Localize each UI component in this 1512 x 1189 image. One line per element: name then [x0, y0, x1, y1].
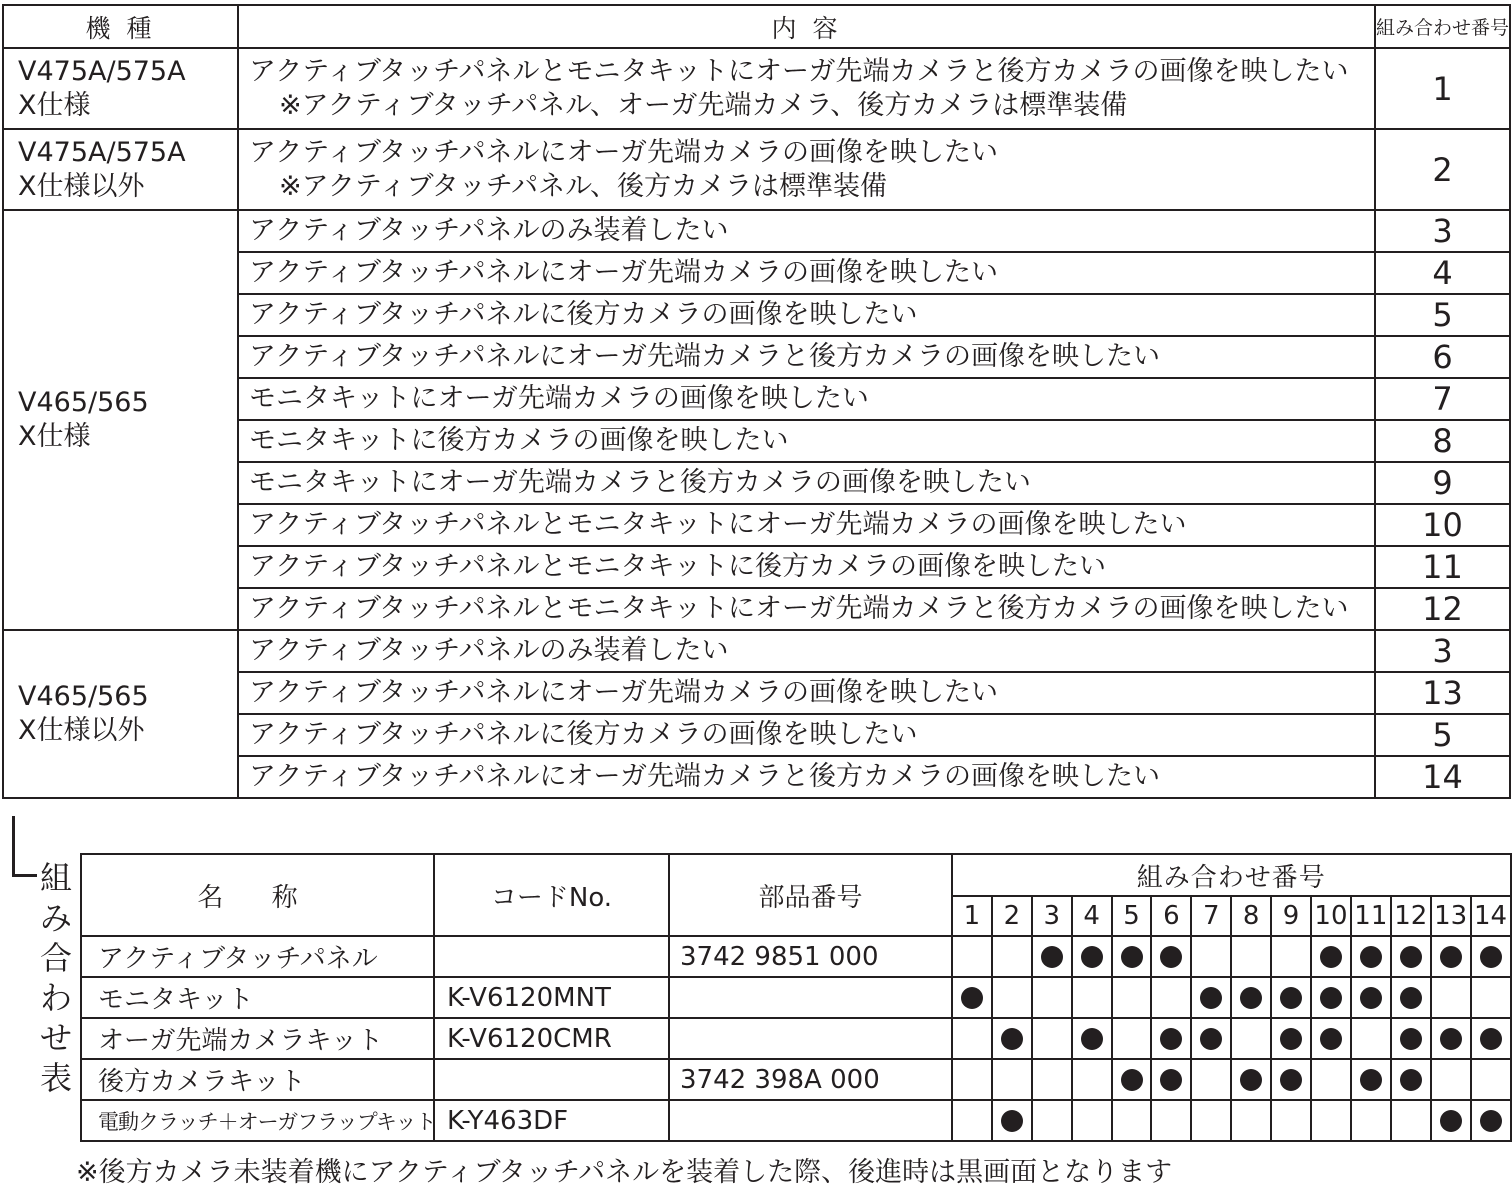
config-row [3, 630, 1510, 672]
filled-dot-icon [1041, 946, 1063, 968]
combo-cell [1271, 1100, 1311, 1141]
combo-cell [1391, 977, 1431, 1018]
config-row [3, 48, 1510, 129]
item-part-number [669, 1018, 952, 1059]
combo-cell [1112, 1100, 1152, 1141]
content-cell [238, 48, 1375, 129]
filled-dot-icon [1440, 1110, 1462, 1132]
content-cell [238, 588, 1375, 630]
combination-table-body [81, 936, 1511, 1141]
combo-number-cell: 5 [1375, 294, 1510, 336]
filled-dot-icon [1160, 946, 1182, 968]
filled-dot-icon [1081, 1028, 1103, 1050]
item-code: K-V6120MNT [434, 977, 669, 1018]
combo-number-cell: 10 [1375, 504, 1510, 546]
combo-cell [1151, 1100, 1191, 1141]
model-line: V465/565 [18, 387, 149, 418]
combo-number-cell: 8 [1375, 420, 1510, 462]
content-text: アクティブタッチパネルとモニタキットにオーガ先端カメラと後方カメラの画像を映したい [249, 55, 1349, 87]
combo-cell [992, 1059, 1032, 1100]
filled-dot-icon [1240, 1069, 1262, 1091]
content-text: アクティブタッチパネルとモニタキットにオーガ先端カメラの画像を映したい [249, 509, 1187, 540]
combo-cell [1112, 977, 1152, 1018]
filled-dot-icon [1280, 987, 1302, 1009]
combo-number-8: 8 [1231, 896, 1271, 936]
filled-dot-icon [1001, 1028, 1023, 1050]
combo-cell [1191, 1059, 1231, 1100]
filled-dot-icon [1400, 1069, 1422, 1091]
content-text: アクティブタッチパネルにオーガ先端カメラの画像を映したい [249, 677, 998, 708]
combo-cell [1231, 977, 1271, 1018]
combo-cell [1271, 977, 1311, 1018]
footnote: ※後方カメラ未装着機にアクティブタッチパネルを装着した際、後進時は黒画面となります [76, 1157, 1173, 1188]
filled-dot-icon [1160, 1028, 1182, 1050]
config-row [3, 129, 1510, 210]
configuration-table-body [3, 48, 1510, 798]
combo-cell [1311, 977, 1351, 1018]
combo-cell [1072, 1100, 1112, 1141]
combo-cell [1351, 1100, 1391, 1141]
combo-number-cell: 11 [1375, 546, 1510, 588]
combo-number-cell: 2 [1375, 129, 1510, 210]
combo-cell [952, 1100, 992, 1141]
combo-cell [1311, 1059, 1351, 1100]
model-line: X仕様 [18, 421, 91, 452]
combination-table [80, 853, 1512, 1142]
combo-cell [1471, 977, 1511, 1018]
combo-cell [1191, 936, 1231, 977]
filled-dot-icon [1200, 1028, 1222, 1050]
combo-cell [1032, 936, 1072, 977]
combo-cell [1151, 977, 1191, 1018]
combo-cell [1112, 936, 1152, 977]
combo-number-9: 9 [1271, 896, 1311, 936]
model-line: X仕様以外 [18, 170, 145, 202]
content-cell [238, 378, 1375, 420]
combo-number-cell: 9 [1375, 462, 1510, 504]
side-label-char: み [39, 899, 72, 937]
combo-cell [952, 1059, 992, 1100]
model-header: 機 種 [3, 5, 238, 48]
item-part-number [669, 977, 952, 1018]
combo-number-2: 2 [992, 896, 1032, 936]
combo-number-4: 4 [1072, 896, 1112, 936]
filled-dot-icon [1360, 946, 1382, 968]
content-text: アクティブタッチパネルのみ装着したい [249, 215, 729, 246]
filled-dot-icon [1121, 946, 1143, 968]
combo-number-cell: 6 [1375, 336, 1510, 378]
model-line: V475A/575A [18, 136, 186, 168]
item-name: 後方カメラキット [81, 1059, 434, 1100]
combo-cell [1431, 936, 1471, 977]
content-note: ※アクティブタッチパネル、後方カメラは標準装備 [279, 170, 887, 202]
combo-cell [1351, 1018, 1391, 1059]
content-cell [238, 672, 1375, 714]
content-text: モニタキットにオーガ先端カメラの画像を映したい [249, 383, 869, 414]
filled-dot-icon [1320, 946, 1342, 968]
filled-dot-icon [1400, 1028, 1422, 1050]
combo-number-cell: 13 [1375, 672, 1510, 714]
combo-cell [1151, 936, 1191, 977]
combo-cell [1072, 936, 1112, 977]
combo-cell [1151, 1018, 1191, 1059]
item-row [81, 977, 1511, 1018]
combo-cell [1311, 936, 1351, 977]
content-cell [238, 756, 1375, 798]
combo-cell [1391, 1018, 1431, 1059]
content-text: アクティブタッチパネルにオーガ先端カメラの画像を映したい [249, 257, 998, 288]
combo-cell [992, 977, 1032, 1018]
combo-cell [1112, 1018, 1152, 1059]
combo-cell [1151, 1059, 1191, 1100]
item-code: K-V6120CMR [434, 1018, 669, 1059]
combo-cell [1191, 1018, 1231, 1059]
combo-cell [992, 1100, 1032, 1141]
side-label-char: 表 [39, 1059, 72, 1097]
side-label-char: せ [39, 1019, 72, 1057]
name-header: 名 称 [81, 854, 434, 936]
item-name: モニタキット [81, 977, 434, 1018]
combo-cell [1231, 1018, 1271, 1059]
filled-dot-icon [1480, 946, 1502, 968]
model-line: V465/565 [18, 681, 149, 712]
content-note: ※アクティブタッチパネル、オーガ先端カメラ、後方カメラは標準装備 [279, 89, 1128, 121]
filled-dot-icon [1121, 1069, 1143, 1091]
combo-cell [1231, 936, 1271, 977]
combo-cell [1351, 936, 1391, 977]
combo-cell [992, 1018, 1032, 1059]
filled-dot-icon [1480, 1028, 1502, 1050]
model-cell [3, 48, 238, 129]
combo-cell [1471, 1100, 1511, 1141]
combo-cell [1471, 1059, 1511, 1100]
filled-dot-icon [1360, 1069, 1382, 1091]
combo-cell [1032, 1018, 1072, 1059]
content-text: モニタキットにオーガ先端カメラと後方カメラの画像を映したい [249, 467, 1031, 498]
content-cell [238, 630, 1375, 672]
content-text: アクティブタッチパネルとモニタキットにオーガ先端カメラと後方カメラの画像を映したい [249, 593, 1349, 624]
content-cell [238, 546, 1375, 588]
filled-dot-icon [1200, 987, 1222, 1009]
combo-group-header: 組み合わせ番号 [952, 854, 1511, 896]
combo-cell [1351, 977, 1391, 1018]
combo-cell [1391, 936, 1431, 977]
content-cell [238, 504, 1375, 546]
combo-number-cell: 14 [1375, 756, 1510, 798]
combo-cell [1471, 936, 1511, 977]
combo-cell [1112, 1059, 1152, 1100]
item-part-number: 3742 9851 000 [669, 936, 952, 977]
content-text: アクティブタッチパネルにオーガ先端カメラと後方カメラの画像を映したい [249, 761, 1160, 792]
content-cell [238, 129, 1375, 210]
filled-dot-icon [1160, 1069, 1182, 1091]
item-row [81, 1100, 1511, 1141]
combo-number-cell: 3 [1375, 630, 1510, 672]
content-cell [238, 252, 1375, 294]
content-text: モニタキットに後方カメラの画像を映したい [249, 425, 789, 456]
content-cell [238, 336, 1375, 378]
content-text: アクティブタッチパネルに後方カメラの画像を映したい [249, 719, 918, 750]
filled-dot-icon [1320, 1028, 1342, 1050]
combo-cell [1072, 1059, 1112, 1100]
combo-cell [1231, 1100, 1271, 1141]
combo-cell [1072, 977, 1112, 1018]
combo-cell [952, 977, 992, 1018]
item-name: アクティブタッチパネル [81, 936, 434, 977]
combo-cell [1231, 1059, 1271, 1100]
model-line: X仕様 [18, 89, 91, 121]
side-label-char: 組 [39, 859, 72, 897]
filled-dot-icon [1280, 1069, 1302, 1091]
combo-cell [1271, 936, 1311, 977]
side-label-char: わ [39, 979, 72, 1017]
content-cell [238, 420, 1375, 462]
item-code: K-Y463DF [434, 1100, 669, 1141]
item-row [81, 1018, 1511, 1059]
model-line: X仕様以外 [18, 715, 145, 746]
combo-number-3: 3 [1032, 896, 1072, 936]
content-text: アクティブタッチパネルに後方カメラの画像を映したい [249, 299, 918, 330]
combo-number-cell: 7 [1375, 378, 1510, 420]
content-text: アクティブタッチパネルのみ装着したい [249, 635, 729, 666]
item-row [81, 1059, 1511, 1100]
item-part-number: 3742 398A 000 [669, 1059, 952, 1100]
content-text: アクティブタッチパネルにオーガ先端カメラの画像を映したい [249, 136, 998, 168]
combo-number-cell: 12 [1375, 588, 1510, 630]
combo-cell [1032, 977, 1072, 1018]
item-code [434, 1059, 669, 1100]
combo-cell [952, 1018, 992, 1059]
model-line: V475A/575A [18, 55, 186, 87]
combo-cell [1351, 1059, 1391, 1100]
combo-cell [1032, 1100, 1072, 1141]
config-row [3, 210, 1510, 252]
item-code [434, 936, 669, 977]
combo-number-13: 13 [1431, 896, 1471, 936]
combo-cell [1271, 1059, 1311, 1100]
combo-cell [952, 936, 992, 977]
bracket-connector [12, 816, 37, 877]
combo-cell [1391, 1100, 1431, 1141]
filled-dot-icon [1400, 987, 1422, 1009]
combo-number-14: 14 [1471, 896, 1511, 936]
item-name: 電動クラッチ＋オーガフラップキット [81, 1100, 434, 1141]
combo-number-cell: 4 [1375, 252, 1510, 294]
item-row [81, 936, 1511, 977]
configuration-table [2, 4, 1511, 799]
filled-dot-icon [1440, 946, 1462, 968]
combo-cell [1431, 977, 1471, 1018]
combo-cell [1311, 1100, 1351, 1141]
combo-number-6: 6 [1151, 896, 1191, 936]
content-cell [238, 714, 1375, 756]
side-label-char: 合 [39, 939, 72, 977]
combo-number-10: 10 [1311, 896, 1351, 936]
combo-number-12: 12 [1391, 896, 1431, 936]
combo-number-cell: 5 [1375, 714, 1510, 756]
filled-dot-icon [1440, 1028, 1462, 1050]
combo-cell [1471, 1018, 1511, 1059]
combo-number-11: 11 [1351, 896, 1391, 936]
filled-dot-icon [1001, 1110, 1023, 1132]
content-cell [238, 294, 1375, 336]
combo-cell [1431, 1059, 1471, 1100]
filled-dot-icon [1240, 987, 1262, 1009]
combo-number-cell: 3 [1375, 210, 1510, 252]
content-header: 内 容 [238, 5, 1375, 48]
content-cell [238, 210, 1375, 252]
model-cell [3, 210, 238, 630]
combo-cell [1431, 1018, 1471, 1059]
combo-cell [1072, 1018, 1112, 1059]
combo-cell [1431, 1100, 1471, 1141]
code-header: コードNo. [434, 854, 669, 936]
item-name: オーガ先端カメラキット [81, 1018, 434, 1059]
combo-number-cell: 1 [1375, 48, 1510, 129]
filled-dot-icon [1400, 946, 1422, 968]
content-text: アクティブタッチパネルとモニタキットに後方カメラの画像を映したい [249, 551, 1106, 582]
model-cell [3, 630, 238, 798]
combo-number-5: 5 [1112, 896, 1152, 936]
combo-cell [1311, 1018, 1351, 1059]
part-number-header: 部品番号 [669, 854, 952, 936]
combo-cell [1191, 977, 1231, 1018]
combo-cell [1391, 1059, 1431, 1100]
combo-cell [1271, 1018, 1311, 1059]
combo-number-header: 組み合わせ番号 [1375, 5, 1510, 48]
filled-dot-icon [1360, 987, 1382, 1009]
filled-dot-icon [1280, 1028, 1302, 1050]
combo-cell [1191, 1100, 1231, 1141]
filled-dot-icon [1480, 1110, 1502, 1132]
combo-number-1: 1 [952, 896, 992, 936]
combo-cell [1032, 1059, 1072, 1100]
combo-number-7: 7 [1191, 896, 1231, 936]
content-cell [238, 462, 1375, 504]
filled-dot-icon [1320, 987, 1342, 1009]
combination-table-side-label [38, 858, 74, 1098]
filled-dot-icon [1081, 946, 1103, 968]
item-part-number [669, 1100, 952, 1141]
combo-cell [992, 936, 1032, 977]
content-text: アクティブタッチパネルにオーガ先端カメラと後方カメラの画像を映したい [249, 341, 1160, 372]
filled-dot-icon [961, 987, 983, 1009]
model-cell [3, 129, 238, 210]
